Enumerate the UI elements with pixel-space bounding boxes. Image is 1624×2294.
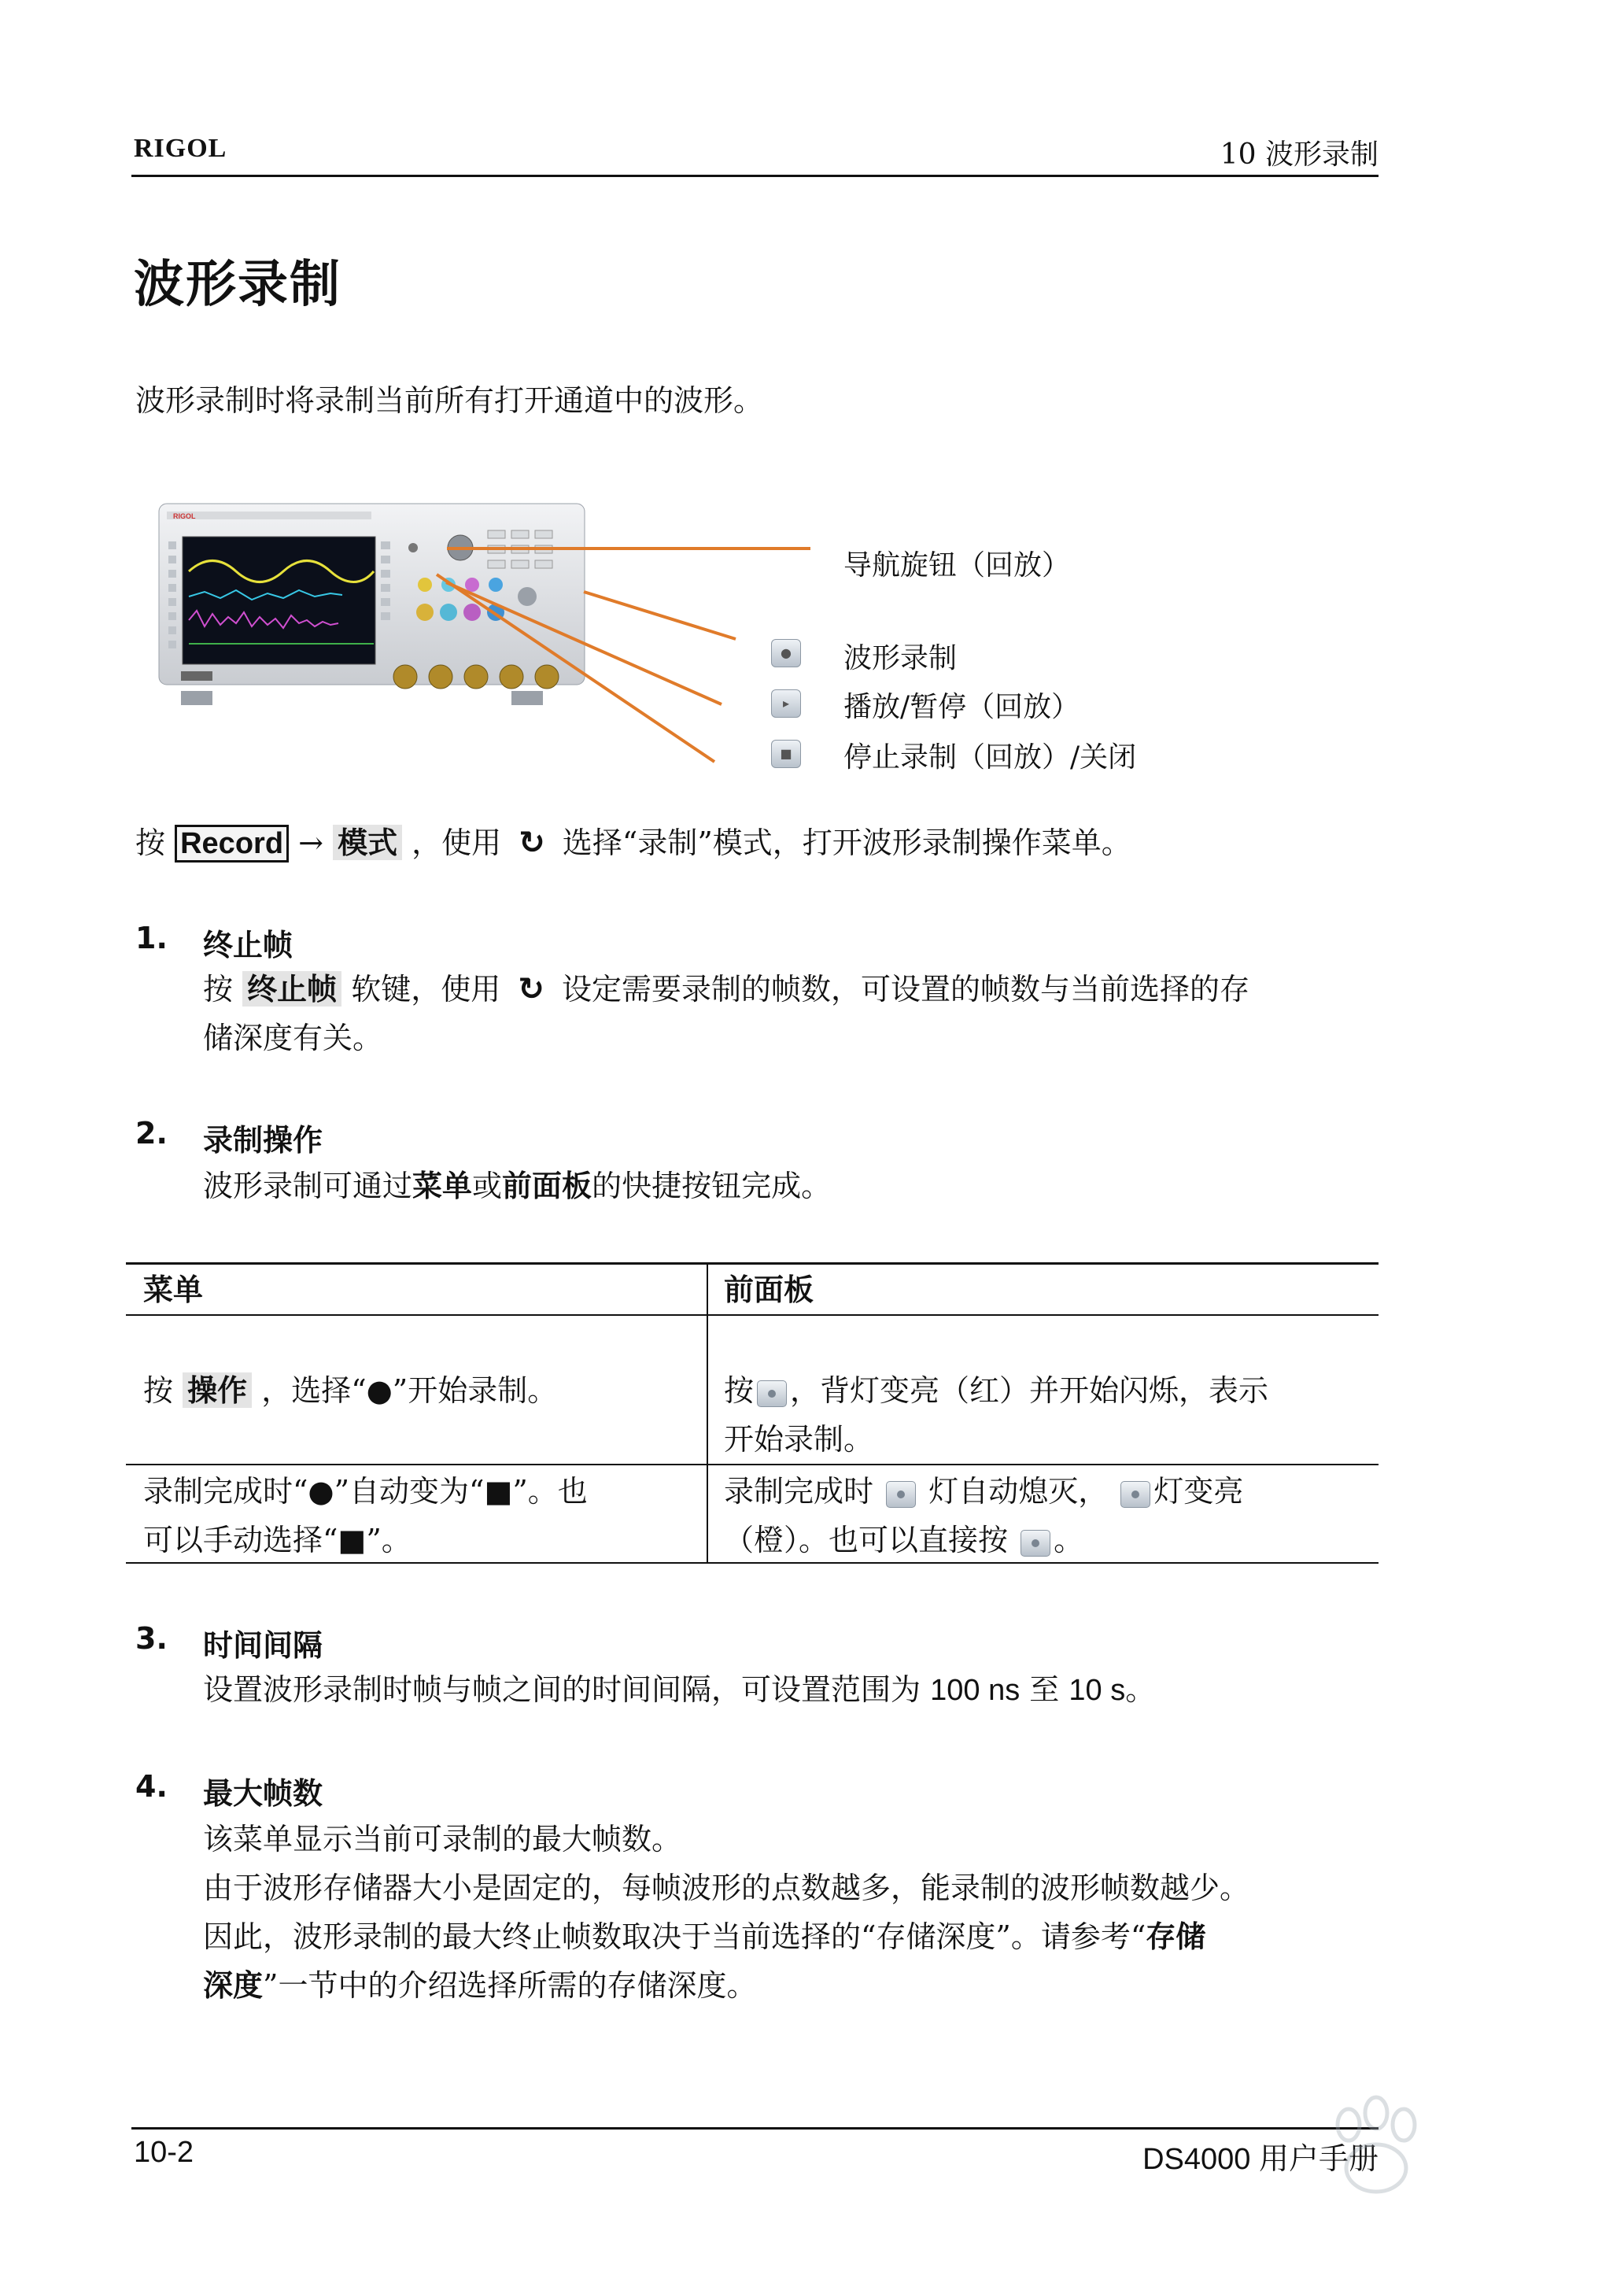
table-header-menu: 菜单	[143, 1273, 204, 1307]
table-row2-menu	[143, 1467, 694, 1564]
record-key-icon: ●	[771, 639, 801, 667]
callout-record: 波形录制	[843, 642, 958, 674]
body-text: 储深度有关。	[203, 1021, 383, 1055]
body-text: ”一节中的介绍选择所需的存储深度。	[263, 1968, 757, 2003]
step-instruction	[135, 818, 1131, 868]
table-column-divider	[707, 1262, 708, 1564]
body-text: 波形录制可通过	[203, 1169, 413, 1203]
section-4-number: 4.	[135, 1769, 168, 1804]
end-frame-softkey: 终止帧	[242, 971, 341, 1007]
cell-text: ，背灯变亮（红）并开始闪烁，表示	[790, 1373, 1269, 1408]
cell-text: 按	[143, 1373, 174, 1408]
table-row2-panel	[724, 1467, 1369, 1564]
section-3-number: 3.	[135, 1621, 168, 1656]
body-text: 10 s	[1069, 1674, 1126, 1707]
brand-logo: RIGOL	[134, 134, 227, 163]
cell-text: 灯自动熄灭，	[928, 1474, 1109, 1509]
body-text: 设定需要录制的帧数，可设置的帧数与当前选择的存	[561, 972, 1249, 1007]
section-3-title: 时间间隔	[203, 1628, 323, 1663]
section-4-title: 最大帧数	[203, 1776, 323, 1811]
step-text: 选择“录制”模式，打开波形录制操作菜单。	[562, 826, 1131, 860]
table-row1-menu	[143, 1366, 557, 1415]
cell-text: 灯变亮	[1153, 1474, 1244, 1509]
section-2-body	[203, 1162, 1383, 1210]
table-top-rule	[126, 1262, 1379, 1265]
section-1-body	[203, 965, 1383, 1062]
record-key-icon	[886, 1481, 916, 1508]
cell-text: 录制完成时“●”自动变为“■”。也	[143, 1474, 588, 1509]
rotate-knob-icon: ↻	[519, 825, 545, 861]
section-4-body	[203, 1815, 1383, 2010]
header-divider	[131, 175, 1379, 177]
body-text-bold: 菜单	[412, 1169, 473, 1203]
body-text: 由于波形存储器大小是固定的，每帧波形的点数越多，能录制的波形帧数越少。	[203, 1871, 1250, 1905]
page-title: 波形录制	[134, 256, 341, 314]
table-header-panel: 前面板	[724, 1273, 814, 1307]
callout-play-pause: 播放/暂停（回放）	[843, 691, 1080, 723]
stop-key-icon	[1021, 1530, 1050, 1557]
section-1-number: 1.	[135, 921, 168, 955]
table-row1-panel	[724, 1366, 1369, 1464]
table-header-rule	[126, 1314, 1379, 1316]
step-text: ，使用	[412, 826, 502, 860]
cell-text: ，选择“●”开始录制。	[261, 1373, 558, 1408]
paw-watermark-icon	[1168, 2078, 1577, 2274]
body-text: 因此，波形录制的最大终止帧数取决于当前选择的“存储深度”。请参考“	[203, 1919, 1146, 1954]
cell-text: 。	[1054, 1523, 1084, 1557]
body-text: 按	[203, 972, 234, 1007]
callout-stop: 停止录制（回放）/关闭	[843, 741, 1137, 774]
section-3-body	[203, 1665, 1383, 1715]
cell-text: 开始录制。	[724, 1422, 874, 1457]
body-text-bold: 存储	[1146, 1919, 1206, 1954]
section-2-number: 2.	[135, 1116, 168, 1151]
section-1-title: 终止帧	[203, 928, 293, 962]
stop-key-icon	[1120, 1481, 1150, 1508]
body-text-bold: 深度	[203, 1968, 264, 2003]
cell-text: （橙）。也可以直接按	[724, 1523, 1009, 1557]
body-text: 或	[472, 1169, 503, 1203]
cell-text: 可以手动选择“■”。	[143, 1523, 412, 1557]
arrow-icon: →	[298, 826, 323, 860]
section-2-title: 录制操作	[203, 1123, 323, 1158]
step-text: 按	[135, 826, 166, 860]
operate-softkey: 操作	[183, 1372, 252, 1408]
footer-doc-title: DS4000 用户手册	[1142, 2143, 1379, 2176]
body-text: 该菜单显示当前可录制的最大帧数。	[203, 1822, 682, 1856]
stop-key-icon: ■	[771, 740, 801, 768]
body-text: 设置波形录制时帧与帧之间的时间间隔，可设置范围为	[203, 1672, 921, 1707]
body-text: 软键，使用	[351, 972, 501, 1007]
record-key: Record	[175, 825, 289, 863]
play-pause-key-icon: ▸	[771, 689, 801, 718]
cell-text: 录制完成时	[724, 1474, 874, 1509]
cell-text: 按	[724, 1373, 755, 1408]
body-text: 至	[1029, 1672, 1060, 1707]
callout-nav-knob: 导航旋钮（回放）	[843, 549, 1071, 582]
intro-paragraph: 波形录制时将录制当前所有打开通道中的波形。	[135, 383, 764, 418]
table-row-rule	[126, 1464, 1379, 1465]
header-chapter: 10 波形录制	[1220, 139, 1379, 171]
page-number: 10-2	[134, 2136, 194, 2169]
mode-softkey: 模式	[333, 825, 402, 860]
svg-text:RIGOL: RIGOL	[173, 512, 196, 520]
body-text: 。	[1125, 1672, 1156, 1707]
body-text: 100 ns	[930, 1674, 1021, 1707]
oscilloscope-image	[157, 502, 586, 708]
rotate-knob-icon: ↻	[518, 971, 544, 1007]
body-text-bold: 前面板	[502, 1169, 592, 1203]
record-key-icon	[757, 1380, 787, 1407]
body-text: 的快捷按钮完成。	[592, 1169, 832, 1203]
